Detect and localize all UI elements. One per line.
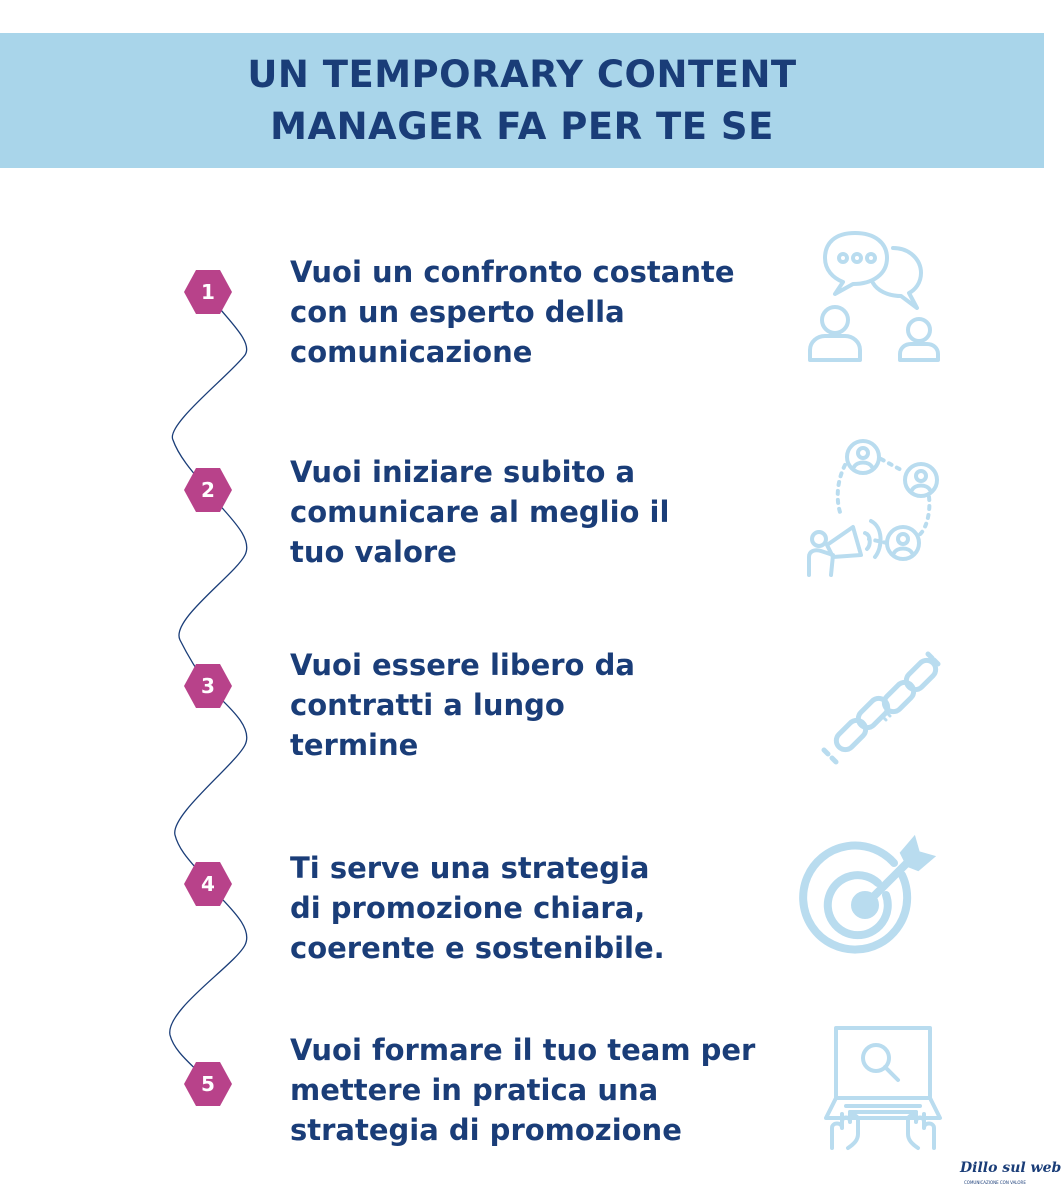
step-3-line-1: Vuoi essere libero da <box>290 648 635 682</box>
step-4-badge <box>184 862 232 906</box>
conversation-icon <box>805 228 945 363</box>
megaphone-network-icon <box>805 435 945 580</box>
page-title-line-1: UN TEMPORARY CONTENT <box>247 52 797 96</box>
step-4-line-2: di promozione chiara, <box>290 891 646 925</box>
step-2-line-3: tuo valore <box>290 535 457 569</box>
step-1-line-1: Vuoi un confronto costante <box>290 255 735 289</box>
brand-logo-tagline: COMUNICAZIONE CON VALORE <box>964 1180 1026 1185</box>
step-1-number: 1 <box>201 280 215 304</box>
page-title-line-2: MANAGER FA PER TE SE <box>270 104 774 148</box>
step-4-number: 4 <box>201 872 215 896</box>
step-4-text <box>290 848 790 968</box>
step-2-number: 2 <box>201 478 215 502</box>
step-5-line-2: mettere in pratica una <box>290 1073 659 1107</box>
brand-logo <box>960 1160 1061 1190</box>
step-2-badge <box>184 468 232 512</box>
step-3-badge <box>184 664 232 708</box>
step-1-text <box>290 252 790 372</box>
step-5-text <box>290 1030 790 1150</box>
step-5-line-1: Vuoi formare il tuo team per <box>290 1033 756 1067</box>
step-3-text <box>290 645 790 765</box>
step-3-number: 3 <box>201 674 215 698</box>
step-4-line-1: Ti serve una strategia <box>290 851 650 885</box>
step-2-line-2: comunicare al meglio il <box>290 495 670 529</box>
step-5-badge <box>184 1062 232 1106</box>
step-1-line-2: con un esperto della <box>290 295 625 329</box>
step-4-line-3: coerente e sostenibile. <box>290 931 665 965</box>
broken-chain-icon <box>820 650 940 768</box>
step-5-line-3: strategia di promozione <box>290 1113 682 1147</box>
step-2-text <box>290 452 790 572</box>
laptop-search-icon <box>818 1022 948 1152</box>
target-arrow-icon <box>810 835 940 960</box>
brand-logo-text: Dillo sul web <box>960 1160 1061 1176</box>
step-2-line-1: Vuoi iniziare subito a <box>290 455 636 489</box>
step-3-line-2: contratti a lungo <box>290 688 565 722</box>
step-5-number: 5 <box>201 1072 215 1096</box>
step-1-badge <box>184 270 232 314</box>
step-3-line-3: termine <box>290 728 419 762</box>
step-1-line-3: comunicazione <box>290 335 533 369</box>
